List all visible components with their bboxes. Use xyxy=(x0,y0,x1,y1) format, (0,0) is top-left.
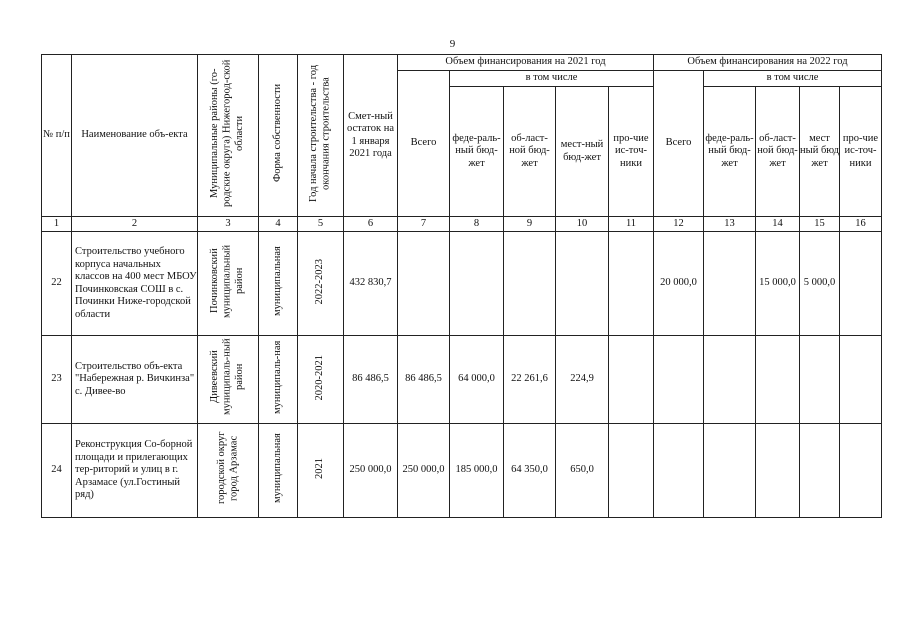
other-2021 xyxy=(609,232,654,336)
regional-2022: 15 000,0 xyxy=(756,232,800,336)
district-text: Дивеевский муниципаль-ный район xyxy=(209,338,246,416)
total-2021 xyxy=(398,232,450,336)
federal-2021 xyxy=(450,232,504,336)
col-number: 8 xyxy=(450,217,504,232)
years-cell xyxy=(298,232,344,336)
years-text: 2020-2021 xyxy=(314,354,326,400)
district-cell xyxy=(198,232,259,336)
row-num: 24 xyxy=(42,424,72,518)
col-number: 9 xyxy=(504,217,556,232)
header-other-2022: про-чие ис-точ-ники xyxy=(840,87,882,217)
col-number: 6 xyxy=(344,217,398,232)
header-fin-2022: Объем финансирования на 2022 год xyxy=(654,55,882,71)
header-regional-2022: об-ласт-ной бюд-жет xyxy=(756,87,800,217)
regional-2022 xyxy=(756,336,800,424)
header-ownership xyxy=(259,55,298,217)
federal-2022 xyxy=(704,424,756,518)
header-years xyxy=(298,55,344,217)
col-number: 3 xyxy=(198,217,259,232)
years-cell xyxy=(298,424,344,518)
other-2022 xyxy=(840,336,882,424)
ownership-cell xyxy=(259,424,298,518)
regional-2021: 64 350,0 xyxy=(504,424,556,518)
header-total-2022: Всего xyxy=(654,71,704,217)
header-federal-2021: феде-раль-ный бюд-жет xyxy=(450,87,504,217)
total-2021: 250 000,0 xyxy=(398,424,450,518)
col-number: 13 xyxy=(704,217,756,232)
object-name: Строительство учебного корпуса начальных классов на 400 мест МБОУ Починковская СОШ в с. Починки Ниже-городской области xyxy=(72,232,198,336)
col-number: 11 xyxy=(609,217,654,232)
header-num: № п/п xyxy=(42,55,72,217)
row-num: 23 xyxy=(42,336,72,424)
col-number: 2 xyxy=(72,217,198,232)
federal-2022 xyxy=(704,232,756,336)
other-2022 xyxy=(840,424,882,518)
col-number: 5 xyxy=(298,217,344,232)
years-text: 2022-2023 xyxy=(314,258,326,304)
header-regional-2021: об-ласт-ной бюд-жет xyxy=(504,87,556,217)
total-2022: 20 000,0 xyxy=(654,232,704,336)
header-years-text: Год начала строительства - год окончания строительства xyxy=(308,64,332,202)
col-number: 7 xyxy=(398,217,450,232)
total-2022 xyxy=(654,336,704,424)
header-name: Наименование объ-екта xyxy=(72,55,198,217)
col-number: 14 xyxy=(756,217,800,232)
local-2022 xyxy=(800,424,840,518)
other-2022 xyxy=(840,232,882,336)
local-2021: 224,9 xyxy=(556,336,609,424)
header-local-2021: мест-ный бюд-жет xyxy=(556,87,609,217)
federal-2022 xyxy=(704,336,756,424)
header-fin-2021: Объем финансирования на 2021 год xyxy=(398,55,654,71)
other-2021 xyxy=(609,424,654,518)
local-2022: 5 000,0 xyxy=(800,232,840,336)
ownership-cell xyxy=(259,232,298,336)
estimate-cell: 250 000,0 xyxy=(344,424,398,518)
table-row xyxy=(42,424,882,518)
regional-2022 xyxy=(756,424,800,518)
object-name: Строительство объ-екта "Набережная р. Вичкинза" с. Дивее-во xyxy=(72,336,198,424)
header-including-2022: в том числе xyxy=(704,71,882,87)
district-cell xyxy=(198,424,259,518)
estimate-cell: 86 486,5 xyxy=(344,336,398,424)
federal-2021: 185 000,0 xyxy=(450,424,504,518)
header-including-2021: в том числе xyxy=(450,71,654,87)
other-2021 xyxy=(609,336,654,424)
col-number: 15 xyxy=(800,217,840,232)
total-2021: 86 486,5 xyxy=(398,336,450,424)
years-cell xyxy=(298,336,344,424)
table-row xyxy=(42,232,882,336)
district-cell xyxy=(198,336,259,424)
years-text: 2021 xyxy=(314,457,326,479)
estimate-cell: 432 830,7 xyxy=(344,232,398,336)
district-text: городской округ город Арзамас xyxy=(215,431,239,505)
column-numbers-row xyxy=(42,217,882,232)
federal-2021: 64 000,0 xyxy=(450,336,504,424)
page-number: 9 xyxy=(449,38,456,50)
header-local-2022: мест ный бюд жет xyxy=(800,87,840,217)
regional-2021 xyxy=(504,232,556,336)
local-2021 xyxy=(556,232,609,336)
header-district xyxy=(198,55,259,217)
ownership-text: муниципальная xyxy=(271,433,283,504)
ownership-cell xyxy=(259,336,298,424)
col-number: 16 xyxy=(840,217,882,232)
local-2022 xyxy=(800,336,840,424)
ownership-text: муниципаль-ная xyxy=(271,340,283,414)
ownership-text: муниципальная xyxy=(271,246,283,317)
header-other-2021: про-чие ис-точ-ники xyxy=(609,87,654,217)
regional-2021: 22 261,6 xyxy=(504,336,556,424)
total-2022 xyxy=(654,424,704,518)
col-number: 12 xyxy=(654,217,704,232)
header-ownership-text: Форма собственности xyxy=(271,84,283,183)
col-number: 4 xyxy=(259,217,298,232)
financing-table xyxy=(41,54,882,518)
header-district-text: Муниципальные районы (го-родские округа) Нижегород-ской области xyxy=(209,59,246,207)
district-text: Починковский муниципальный район xyxy=(209,244,246,318)
header-federal-2022: феде-раль-ный бюд-жет xyxy=(704,87,756,217)
col-number: 1 xyxy=(42,217,72,232)
table-row xyxy=(42,336,882,424)
header-estimate: Смет-ный остаток на 1 января 2021 года xyxy=(344,55,398,217)
local-2021: 650,0 xyxy=(556,424,609,518)
col-number: 10 xyxy=(556,217,609,232)
object-name: Реконструкция Со-борной площади и прилегающих тер-риторий и улиц в г. Арзамасе (ул.Гостиный ряд) xyxy=(72,424,198,518)
header-total-2021: Всего xyxy=(398,71,450,217)
row-num: 22 xyxy=(42,232,72,336)
